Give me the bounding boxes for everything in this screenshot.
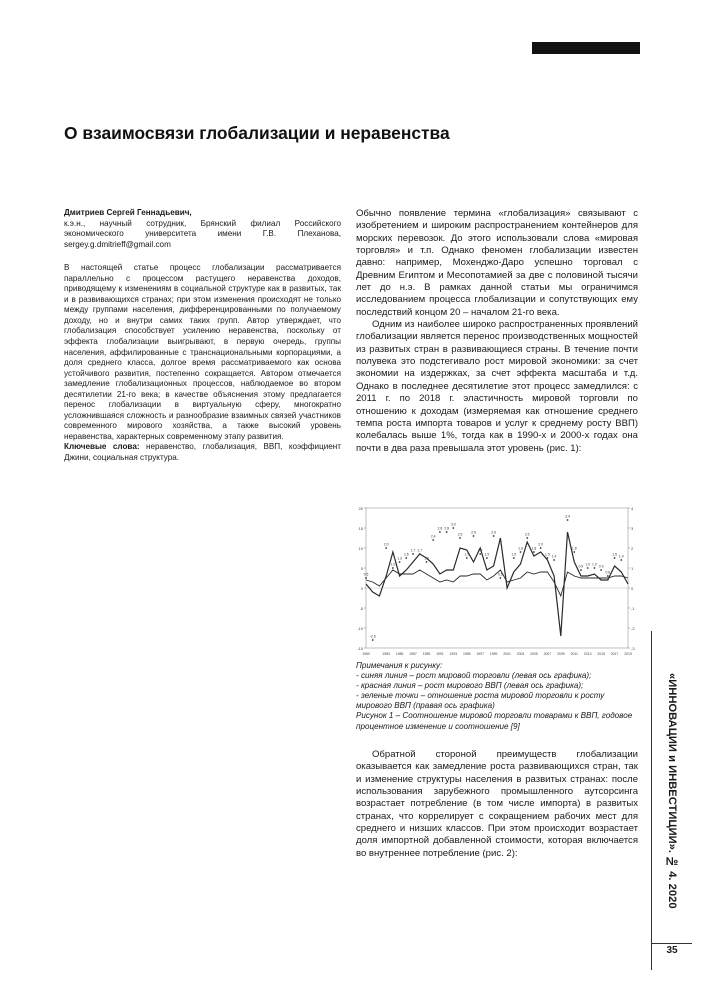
figure-1-chart <box>356 500 636 660</box>
ratio-point-label: 1.0 <box>585 562 591 567</box>
author-abstract-column <box>64 208 341 464</box>
ratio-point <box>587 567 589 569</box>
ratio-point <box>392 567 394 569</box>
right-tick-label: -2 <box>631 626 635 631</box>
right-tick-label: 2 <box>631 546 634 551</box>
ratio-point-label: 1.5 <box>545 552 550 557</box>
ratio-point-label: 2.0 <box>538 542 544 547</box>
figure-note-blue: - синяя линия – рост мировой торговли (левая ось графика); <box>356 671 592 681</box>
left-tick-label: 10 <box>358 546 363 551</box>
ratio-point-label: 2.6 <box>471 530 476 535</box>
ratio-point-label: 1.3 <box>397 556 402 561</box>
author-name: Дмитриев Сергей Геннадьевич, <box>64 208 192 217</box>
ratio-point <box>412 553 414 555</box>
x-tick-label: 1993 <box>449 652 458 656</box>
ratio-point <box>533 551 535 553</box>
body-paragraph-2: Одним из наиболее широко распространенных проявлений глобализации является перенос производственных мощностей из развитых стран в развивающиеся страны. В течение почти полувека это подстегивало рост мировой экономики: за счет экономии на издержках, за счет эффекта масштаба и т.д. Однако в последнее десятилетие этот процесс замедлился: с 2011 г. по 2018 г. эластичность мировой торговли по отношению к доходам (измеряемая как отношение среднего темпа роста импорта товаров и услуг к среднему росту ВВП) колебалась выше 1%, тогда как в 1990-х и 2000-х годах она почти в два раза превышала этот уровень (рис. 1): <box>356 319 638 454</box>
trade-growth-line <box>363 532 628 636</box>
x-tick-label: 1997 <box>476 652 484 656</box>
ratio-point <box>614 557 616 559</box>
ratio-point-label: 0.5 <box>363 572 369 577</box>
x-tick-label: 2009 <box>557 652 565 656</box>
figure-caption: Рисунок 1 – Соотношение мировой торговли товарами к ВВП, годовое процентное изменение и соотношение [9] <box>356 711 633 731</box>
abstract: В настоящей статье процесс глобализации рассматривается параллельно с процессом растущего неравенства доходов, приводящему к изменениям в социальной структуре как в развитых, так и в развивающихся странах; при этом изменения происходят не только между группами населения, дифференцированными по получаемому доходу, но и внутри самих таких групп. Автор утверждает, что глобализация способствует усилению неравенства, поскольку от эффекта глобализации выигрывают, в первую очередь, группы населения, аффилированные с транснациональными корпорациями, а доля среднего класса, долгое время рассматриваемого как основа устойчивого развития, постепенно сокращается. Автором отмечается замедление глобализационных процессов, наблюдаемое во втором десятилетии 21-го века; в качестве объяснения этому предлагается перенос глобализации в виртуальную сферу, многократно усложнившаяся сложность и разнообразие взаимных связей участников современного мирового хозяйства, а также высокий уровень неравенства, характерных современному этапу развития. <box>64 263 341 441</box>
ratio-point-label: 0.6 <box>605 570 611 575</box>
ratio-point-label: 1.5 <box>484 552 490 557</box>
ratio-point-label: 1.5 <box>511 552 517 557</box>
ratio-point <box>580 569 582 571</box>
x-tick-label: 1989 <box>422 652 431 656</box>
ratio-point-label: 1.5 <box>464 552 470 557</box>
x-tick-label: 2017 <box>610 652 619 656</box>
right-tick-label: 4 <box>631 506 634 511</box>
figure-notes-heading: Примечания к рисунку: <box>356 661 443 670</box>
ratio-point-label: 2.6 <box>491 530 497 535</box>
ratio-point-label: 1.7 <box>417 548 423 553</box>
ratio-point <box>546 557 548 559</box>
ratio-point-label: -2.6 <box>369 634 376 639</box>
main-text-column <box>356 208 638 455</box>
x-tick-label: 1991 <box>436 652 444 656</box>
ratio-point-label: 2.8 <box>444 526 449 531</box>
ratio-point <box>399 561 401 563</box>
ratio-point-label: 1.4 <box>551 554 557 559</box>
ratio-point <box>540 547 542 549</box>
ratio-point-label: 1.0 <box>390 562 396 567</box>
ratio-point-label: 1.3 <box>424 556 429 561</box>
ratio-point <box>567 519 569 521</box>
ratio-point-label: 2.5 <box>524 532 530 537</box>
ratio-point-label: 2.4 <box>430 534 436 539</box>
x-tick-label: 1999 <box>489 652 498 656</box>
ratio-point-label: 1.4 <box>618 554 624 559</box>
page-number: 35 <box>652 943 692 956</box>
right-tick-label: 3 <box>631 526 634 531</box>
ratio-point <box>365 577 367 579</box>
x-tick-label: 2015 <box>597 652 605 656</box>
ratio-point <box>459 537 461 539</box>
bottom-text <box>356 749 638 860</box>
ratio-point <box>499 577 501 579</box>
ratio-point-label: 1.8 <box>571 546 577 551</box>
ratio-point <box>426 561 428 563</box>
x-tick-label: 2019 <box>624 652 632 656</box>
ratio-point-label: 0.9 <box>578 564 584 569</box>
author-affiliation: к.э.н., научный сотрудник, Брянский филиал Российского экономического университета имени Г.В. Плеханова, sergey.g.dmitrieff@gmail.com <box>64 218 341 249</box>
ratio-point-label: 1.5 <box>612 552 617 557</box>
ratio-point-label: 1.0 <box>592 562 597 567</box>
left-tick-label: 0 <box>360 586 363 591</box>
journal-name: «ИННОВАЦИИ и ИНВЕСТИЦИИ». № 4. 2020 <box>666 673 678 909</box>
ratio-point-label: 1.8 <box>531 546 537 551</box>
x-tick-label: 1983 <box>382 652 390 656</box>
ratio-point <box>439 531 441 533</box>
ratio-point-label: 1.8 <box>518 546 523 551</box>
x-tick-label: 1980 <box>362 652 370 656</box>
ratio-point-label: 1.7 <box>410 548 416 553</box>
right-tick-label: -1 <box>631 606 635 611</box>
ratio-point <box>473 535 475 537</box>
ratio-point <box>486 557 488 559</box>
x-tick-label: 2007 <box>543 652 552 656</box>
ratio-point <box>405 557 407 559</box>
right-tick-label: 1 <box>631 566 634 571</box>
ratio-point <box>452 527 454 529</box>
x-tick-label: 1985 <box>395 652 404 656</box>
ratio-point-label: 1.7 <box>477 548 483 553</box>
ratio-point-label: 3.4 <box>565 514 570 519</box>
ratio-point <box>513 557 515 559</box>
body-paragraph-3: Обратной стороной преимуществ глобализации оказывается как замедление роста развивающихся стран, так и изменение структуры населения в развитых странах: после использования зарубежного промышленного аутсорсинга возрастает потребление (в том числе импорта) в развитых странах, что коррелирует с сокращением рабочих мест для среднего и низших классов. При этом происходит возрастает доля импортной добавленной стоимости, которая включается во внутреннее потребление (рис. 2): <box>356 749 638 859</box>
ratio-point <box>607 575 609 577</box>
header-bar <box>532 42 640 54</box>
ratio-point <box>573 551 575 553</box>
ratio-point <box>553 559 555 561</box>
x-tick-label: 2011 <box>570 652 578 656</box>
keywords-label: Ключевые слова: <box>64 442 140 452</box>
figure-notes <box>356 661 638 732</box>
article-title: О взаимосвязи глобализации и неравенства <box>64 123 450 143</box>
left-tick-label: -10 <box>357 626 363 631</box>
ratio-point <box>620 559 622 561</box>
x-tick-label: 1987 <box>409 652 417 656</box>
ratio-point <box>493 535 495 537</box>
right-tick-label: 0 <box>631 586 634 591</box>
left-tick-label: 15 <box>358 526 363 531</box>
ratio-point <box>520 551 522 553</box>
figure-note-red: - красная линия – рост мирового ВВП (левая ось графика); <box>356 681 584 691</box>
x-tick-label: 2001 <box>503 652 511 656</box>
x-tick-label: 2005 <box>530 652 538 656</box>
ratio-point-label: 3.0 <box>450 522 456 527</box>
ratio-point-label: 1.5 <box>403 552 409 557</box>
x-tick-label: 2013 <box>583 652 592 656</box>
keywords <box>64 442 341 463</box>
ratio-point <box>385 547 387 549</box>
ratio-point <box>372 639 374 641</box>
ratio-point <box>479 553 481 555</box>
ratio-point <box>594 567 596 569</box>
left-tick-label: -5 <box>359 606 363 611</box>
ratio-point <box>419 553 421 555</box>
ratio-point-label: 0.5 <box>497 572 503 577</box>
ratio-point-label: 2.0 <box>383 542 389 547</box>
left-tick-label: -15 <box>357 646 363 651</box>
ratio-point-label: 0.9 <box>598 564 604 569</box>
ratio-point <box>600 569 602 571</box>
ratio-point <box>526 537 528 539</box>
left-tick-label: 5 <box>360 566 363 571</box>
body-paragraph-1: Обычно появление термина «глобализация» связывают с изобретением и широким распространением контейнеров для морских перевозок. До этого использовали слова «мировая торговля» и т.п. Однако феномен глобализации известен давно: например, Мохенджо-Даро успешно торговал с Древним Египтом и Месопотамией за две с половиной тысячи лет до н.э. В рамках данной статьи мы ограничимся исследованием процесса глобализации и сопутствующих ему последствий концом 20 – началом 21-го века. <box>356 208 638 318</box>
left-tick-label: 20 <box>358 506 363 511</box>
ratio-point-label: 2.8 <box>437 526 443 531</box>
ratio-point <box>466 557 468 559</box>
ratio-point <box>446 531 448 533</box>
figure-note-green: - зеленые точки – отношение роста мировой торговли к росту мирового ВВП (правая ось графика) <box>356 691 605 711</box>
ratio-point-label: 2.5 <box>457 532 463 537</box>
margin-rule <box>651 631 652 970</box>
right-tick-label: -3 <box>631 646 635 651</box>
x-tick-label: 2003 <box>516 652 525 656</box>
keywords-text: неравенство, глобализация, ВВП, коэффициент Джини, социальная структура. <box>64 442 341 463</box>
x-tick-label: 1995 <box>462 652 471 656</box>
ratio-point <box>432 539 434 541</box>
